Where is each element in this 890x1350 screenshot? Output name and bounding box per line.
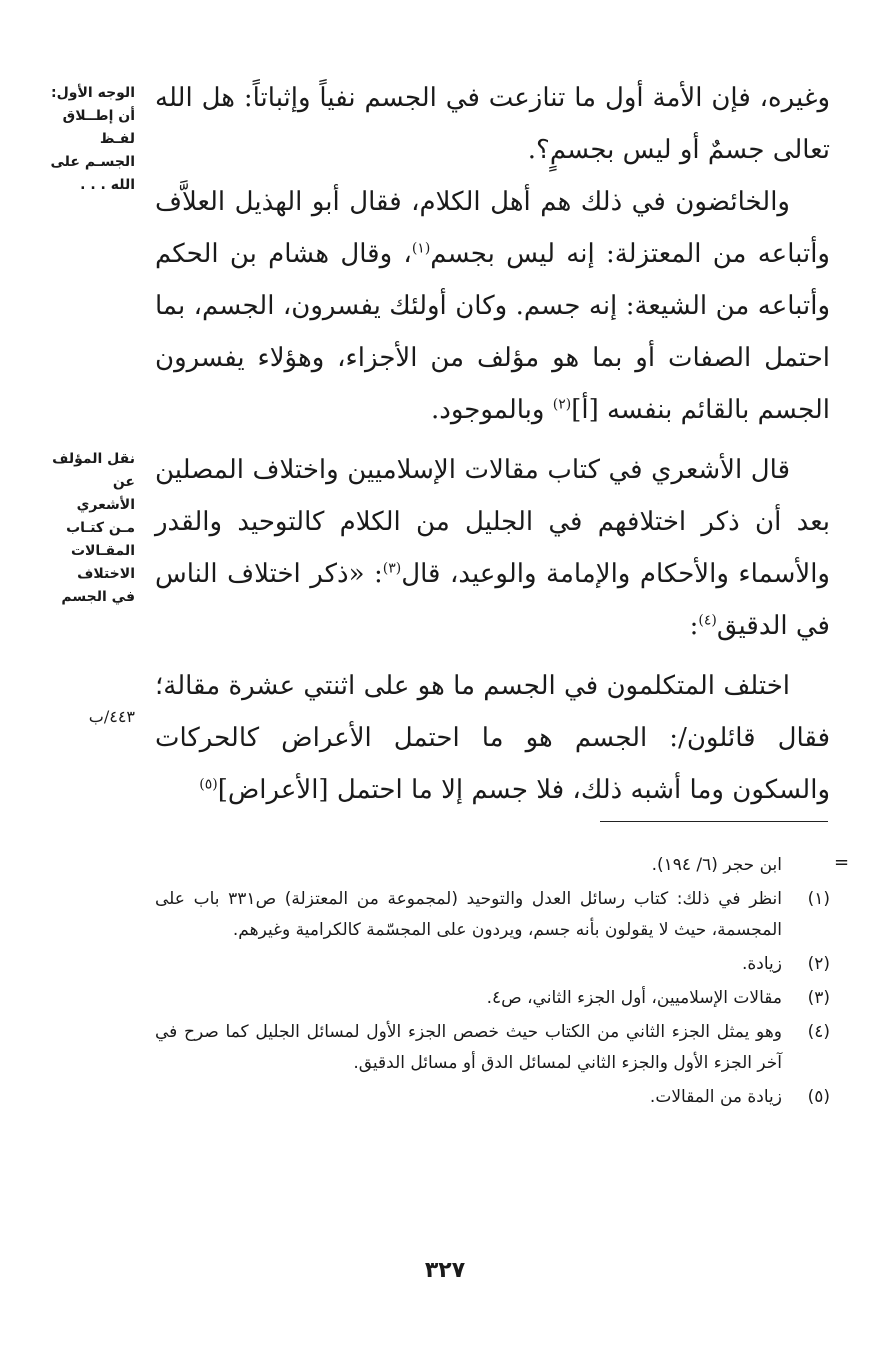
paragraph-4-text-a: اختلف المتكلمون في الجسم ما هو على اثنتي عشرة مقالة؛ فقال قائلون/: الجسم هو ما احتمل الأعراض كالحركات والسكون وما أشبه ذلك، فلا جسم إلا ما احتمل [الأعراض] [155,671,830,805]
footnote-ref-1[interactable]: (١) [411,240,431,257]
main-text-block [155,72,830,816]
paragraph-2 [155,176,830,436]
footnote-text: وهو يمثل الجزء الثاني من الكتاب حيث خصص الجزء الأول لمسائل الجليل كما صرح في آخر الجزء الأول والجزء الثاني لمسائل الدق أو مسائل الدقيق. [155,1022,782,1073]
page-number: ٣٢٧ [424,1258,466,1283]
margin-note-first-aspect: الوجه الأول: أن إطــلاق لفـظ الجسـم على الله . . . [50,85,135,193]
footnote-ref-3[interactable]: (٣) [382,560,402,577]
footnote-item [155,983,830,1014]
footnote-ref-2[interactable]: (٢) [552,396,572,413]
footnote-continuation [155,850,830,881]
footnote-number: (٣) [807,988,830,1008]
footnote-number: (٢) [807,954,830,974]
footnote-text: مقالات الإسلاميين، أول الجزء الثاني، ص٤. [486,988,782,1008]
paragraph-2-text-b: ، وقال هشام بن الحكم وأتباعه من الشيعة: إنه جسم. وكان أولئك يفسرون، الجسم، بما احتمل الصفات أو بما هو مؤلف من الأجزاء، وهؤلاء يفسرون الجسم بالقائم بنفسه [أ] [155,239,830,425]
footnote-separator-rule [600,821,828,822]
paragraph-3-text-a: قال الأشعري في كتاب مقالات الإسلاميين واختلاف المصلين بعد أن ذكر اختلافهم في الجليل من الكلام كالتوحيد والقدر والأسماء والأحكام والإمامة والوعيد، قال [155,455,830,589]
footnote-item [155,1017,830,1079]
footnote-number: (٥) [807,1087,830,1107]
footnote-number: (١) [807,889,830,909]
footnote-number: (٤) [807,1022,830,1042]
footnotes-block [155,850,830,1116]
paragraph-2-text-c: وبالموجود. [431,395,553,425]
footnote-continuation-mark: = [834,852,850,873]
paragraph-3 [155,444,830,652]
footnote-text: زيادة من المقالات. [649,1087,782,1107]
footnote-item [155,884,830,946]
footnote-item [155,1082,830,1113]
footnote-text: زيادة. [741,954,782,974]
paragraph-3-text-c: : [689,611,699,641]
footnote-continuation-text: ابن حجر (٦/ ١٩٤). [651,855,782,875]
paragraph-4 [155,660,830,816]
footnote-ref-5[interactable]: (٥) [199,776,218,793]
footnote-ref-4[interactable]: (٤) [698,612,717,629]
paragraph-1 [155,72,830,176]
footnote-item [155,949,830,980]
paragraph-1-text: وغيره، فإن الأمة أول ما تنازعت في الجسم نفياً وإثباتاً: هل الله تعالى جسمٌ أو ليس بجسمٍ؟. [155,83,830,165]
margin-note-ashari-quote: نقل المؤلف عن الأشعري مـن كتـاب المقـالات الاختلاف في الجسم [52,451,135,605]
footnote-text: انظر في ذلك: كتاب رسائل العدل والتوحيد (لمجموعة من المعتزلة) ص٣٣١ باب على المجسمة، حيث لا يقولون بأنه جسم، ويردون على المجسّمة كالكرامية وغيرهم. [155,889,782,940]
margin-note-folio: ٤٤٣/ب [88,707,135,726]
paragraph-2-text-a: والخائضون في ذلك هم أهل الكلام، فقال أبو الهذيل العلاَّف وأتباعه من المعتزلة: إنه ليس بجسم [155,187,830,269]
paragraph-3-text-b: : «ذكر اختلاف الناس في الدقيق [155,559,830,641]
